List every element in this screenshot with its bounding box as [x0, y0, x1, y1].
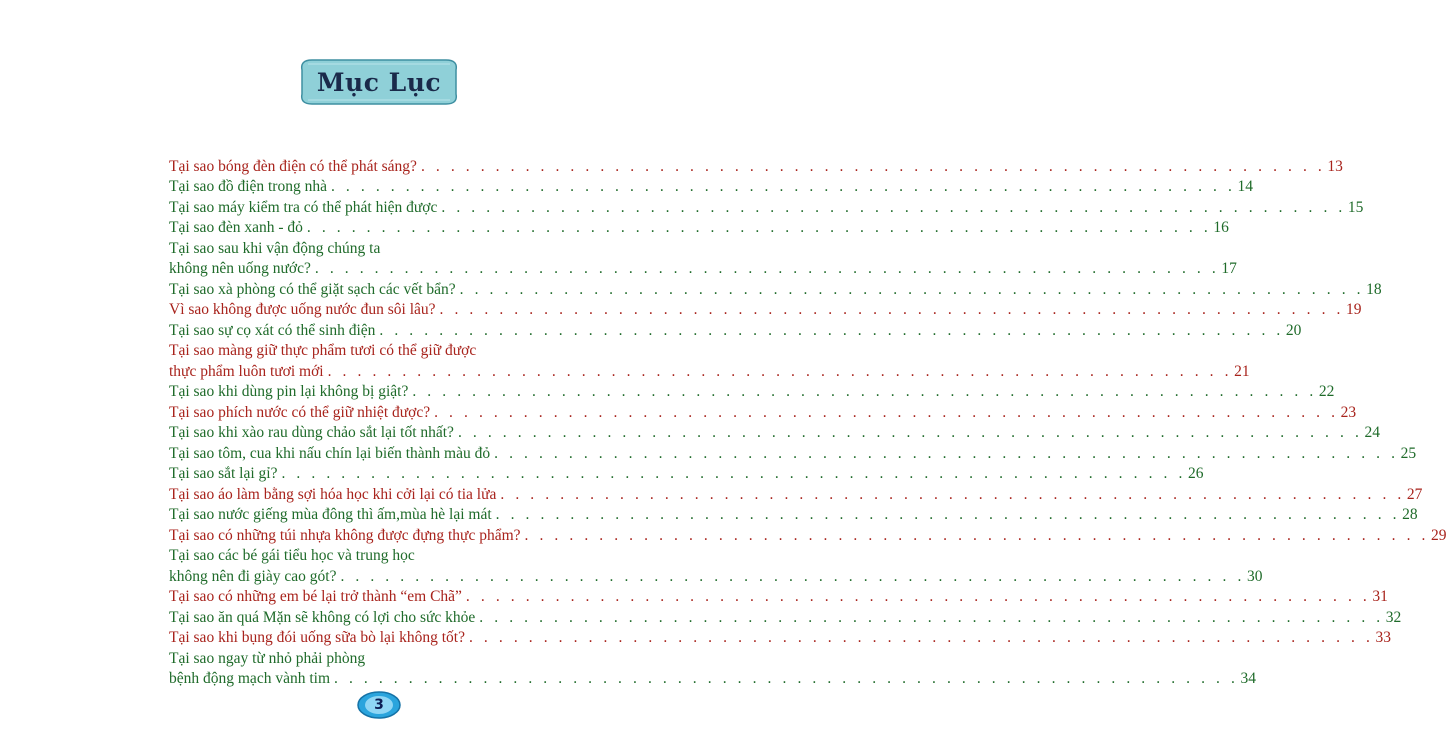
dot-leader: . . . . . . . . . . . . . . . . . . . . . . . . . . . . . . . . . . . . . . . . . . . . . . . . . . . . . . . . . . . . . [306, 219, 1212, 236]
toc-entry[interactable] [169, 484, 1423, 505]
toc-page-number: 18 [1366, 280, 1382, 298]
toc-entry-line [169, 525, 1447, 546]
toc-entry-title: không nên đi giày cao gót? [169, 567, 337, 585]
toc-entry-line [169, 587, 1388, 608]
toc-page-number: 21 [1234, 362, 1250, 380]
toc-entry-line [169, 648, 589, 669]
toc-entry-title: Tại sao ăn quá Mặn sẽ không có lợi cho sức khỏe [169, 608, 476, 626]
toc-entry-line [169, 197, 1364, 218]
toc-page-number: 14 [1237, 178, 1253, 195]
dot-leader: . . . . . . . . . . . . . . . . . . . . . . . . . . . . . . . . . . . . . . . . . . . . . . . . . . . . . . . . . . . . . [500, 485, 1405, 503]
toc-entry-title: Tại sao áo làm bằng sợi hóa học khi cởi lại có tia lửa [169, 485, 497, 503]
toc-entry-line [169, 402, 1357, 423]
page-title: Mục Lục [316, 67, 442, 97]
toc-page-number: 19 [1346, 301, 1362, 318]
dot-leader: . . . . . . . . . . . . . . . . . . . . . . . . . . . . . . . . . . . . . . . . . . . . . . . . . . . . . . . . . . . . . [340, 567, 1245, 585]
toc-entry[interactable] [169, 320, 1302, 341]
dot-leader: . . . . . . . . . . . . . . . . . . . . . . . . . . . . . . . . . . . . . . . . . . . . . . . . . . . . . . . . . . . . . [468, 629, 1374, 646]
toc-entry[interactable] [169, 525, 1447, 546]
toc-entry[interactable] [169, 546, 1263, 587]
toc-entry[interactable] [169, 402, 1357, 423]
toc-entry-line [169, 669, 1256, 690]
toc-entry[interactable] [169, 238, 1237, 279]
toc-entry[interactable] [169, 505, 1418, 526]
toc-entry-line [169, 177, 1253, 198]
toc-entry-line [169, 361, 1250, 382]
toc-entry[interactable] [169, 341, 1250, 382]
toc-entry-line [169, 279, 1382, 300]
dot-leader: . . . . . . . . . . . . . . . . . . . . . . . . . . . . . . . . . . . . . . . . . . . . . . . . . . . . . . . . . . . . . [327, 362, 1233, 380]
toc-entry[interactable] [169, 607, 1402, 628]
toc-page-number: 17 [1221, 260, 1237, 277]
toc-entry[interactable] [169, 197, 1364, 218]
dot-leader: . . . . . . . . . . . . . . . . . . . . . . . . . . . . . . . . . . . . . . . . . . . . . . . . . . . . . . . . . . . . . [434, 403, 1339, 421]
toc-entry[interactable] [169, 300, 1362, 321]
dot-leader: . . . . . . . . . . . . . . . . . . . . . . . . . . . . . . . . . . . . . . . . . . . . . . . . . . . . . . . . . . . . . [524, 526, 1430, 544]
toc-page-number: 15 [1347, 198, 1364, 216]
dot-leader: . . . . . . . . . . . . . . . . . . . . . . . . . . . . . . . . . . . . . . . . . . . . . . . . . . . . . . . . . . . . . [334, 670, 1239, 687]
toc-page-number: 25 [1400, 444, 1417, 462]
toc-entry-title: Tại sao khi bụng đói uống sữa bò lại không tốt? [169, 629, 465, 646]
dot-leader: . . . . . . . . . . . . . . . . . . . . . . . . . . . . . . . . . . . . . . . . . . . . . . . . . . . . . . . . . . . . . [495, 506, 1401, 523]
toc-entry[interactable] [169, 423, 1380, 444]
toc-entry-line [169, 218, 1229, 239]
toc-entry-title: Tại sao tôm, cua khi nấu chín lại biến thành màu đỏ [169, 444, 491, 462]
toc-entry[interactable] [169, 177, 1253, 198]
dot-leader: . . . . . . . . . . . . . . . . . . . . . . . . . . . . . . . . . . . . . . . . . . . . . . . . . . . . . . . . . . . . . [441, 198, 1346, 216]
toc-entry-line [169, 505, 1418, 526]
dot-leader: . . . . . . . . . . . . . . . . . . . . . . . . . . . . . . . . . . . . . . . . . . . . . . . . . . . . . . . . . . . . . [314, 260, 1220, 277]
toc-entry-title: Tại sao có những em bé lại trở thành “em Chã” [169, 588, 462, 605]
toc-page-number: 30 [1246, 567, 1263, 585]
toc-page-number: 33 [1375, 629, 1391, 646]
toc-entry[interactable] [169, 464, 1204, 485]
toc-page-number: 13 [1327, 157, 1343, 175]
toc-entry-title: thực phẩm luôn tươi mới [169, 362, 324, 380]
toc-entry-title: Tại sao nước giếng mùa đông thì ấm,mùa hè lại mát [169, 506, 492, 523]
dot-leader: . . . . . . . . . . . . . . . . . . . . . . . . . . . . . . . . . . . . . . . . . . . . . . . . . . . . . . . . . . . . . [459, 280, 1365, 298]
toc-entry-title: không nên uống nước? [169, 260, 311, 277]
toc-entry-line [169, 156, 1343, 177]
toc-page-number: 26 [1187, 465, 1204, 482]
toc-entry-title: Vì sao không được uống nước đun sôi lâu? [169, 301, 436, 318]
dot-leader: . . . . . . . . . . . . . . . . . . . . . . . . . . . . . . . . . . . . . . . . . . . . . . . . . . . . . . . . . . . . . [465, 588, 1371, 605]
title-banner [298, 56, 460, 108]
toc-entry[interactable] [169, 648, 1256, 689]
toc-entry-title: Tại sao ngay từ nhỏ phải phòng [169, 649, 366, 667]
dot-leader: . . . . . . . . . . . . . . . . . . . . . . . . . . . . . . . . . . . . . . . . . . . . . . . . . . . . . . . . . . . . . [457, 424, 1363, 441]
toc-page-number: 27 [1406, 485, 1423, 503]
toc-entry-title: Tại sao các bé gái tiểu học và trung học [169, 547, 415, 564]
toc-entry-title: Tại sao đèn xanh - đỏ [169, 219, 303, 236]
toc-entry-line [169, 484, 1423, 505]
toc-entry-title: Tại sao phích nước có thể giữ nhiệt được? [169, 403, 431, 421]
toc-entry-title: Tại sao bóng đèn điện có thể phát sáng? [169, 157, 417, 175]
toc-entry-line [169, 628, 1391, 649]
toc-page-number: 22 [1318, 383, 1335, 400]
toc-entry-title: Tại sao đồ điện trong nhà [169, 178, 327, 195]
toc-page-number: 29 [1431, 526, 1447, 544]
toc-entry[interactable] [169, 279, 1382, 300]
toc-entry-line [169, 566, 1263, 587]
dot-leader: . . . . . . . . . . . . . . . . . . . . . . . . . . . . . . . . . . . . . . . . . . . . . . . . . . . . . . . . . . . . . [494, 444, 1399, 462]
toc-entry[interactable] [169, 218, 1229, 239]
dot-leader: . . . . . . . . . . . . . . . . . . . . . . . . . . . . . . . . . . . . . . . . . . . . . . . . . . . . . . . . . . . . . [379, 321, 1284, 339]
toc-entry-title: Tại sao xà phòng có thể giặt sạch các vết bẩn? [169, 280, 456, 298]
dot-leader: . . . . . . . . . . . . . . . . . . . . . . . . . . . . . . . . . . . . . . . . . . . . . . . . . . . . . . . . . . . . . [439, 301, 1345, 318]
toc-entry[interactable] [169, 382, 1335, 403]
toc-entry-line [169, 382, 1335, 403]
toc-entry-title: Tại sao khi dùng pin lại không bị giật? [169, 383, 409, 400]
toc-entry-line [169, 464, 1204, 485]
toc-page-number: 16 [1213, 219, 1229, 236]
page-number: 3 [374, 697, 384, 713]
dot-leader: . . . . . . . . . . . . . . . . . . . . . . . . . . . . . . . . . . . . . . . . . . . . . . . . . . . . . . . . . . . . . [412, 383, 1317, 400]
toc-entry-line [169, 607, 1402, 628]
toc-entry[interactable] [169, 628, 1391, 649]
toc-entry-line [169, 546, 589, 567]
toc-entry-line [169, 443, 1417, 464]
toc-entry-line [169, 423, 1380, 444]
toc-page-number: 31 [1372, 588, 1388, 605]
toc-entry-title: Tại sao sắt lại gỉ? [169, 465, 278, 482]
toc-entry-line [169, 320, 1302, 341]
page-number-badge [356, 690, 402, 720]
dot-leader: . . . . . . . . . . . . . . . . . . . . . . . . . . . . . . . . . . . . . . . . . . . . . . . . . . . . . . . . . . . . . [479, 608, 1384, 626]
toc-entry-line [169, 341, 589, 362]
dot-leader: . . . . . . . . . . . . . . . . . . . . . . . . . . . . . . . . . . . . . . . . . . . . . . . . . . . . . . . . . . . . . [420, 157, 1326, 175]
toc-entry-line [169, 238, 589, 259]
toc-entry-title: Tại sao màng giữ thực phẩm tươi có thể giữ được [169, 342, 477, 359]
toc-entry[interactable] [169, 443, 1417, 464]
toc-entry-title: bệnh động mạch vành tim [169, 670, 330, 687]
toc-page-number: 24 [1364, 424, 1380, 441]
toc-entry-title: Tại sao khi xào rau dùng chảo sắt lại tốt nhất? [169, 424, 454, 441]
toc-entry[interactable] [169, 587, 1388, 608]
dot-leader: . . . . . . . . . . . . . . . . . . . . . . . . . . . . . . . . . . . . . . . . . . . . . . . . . . . . . . . . . . . . . [330, 178, 1236, 195]
toc-page-number: 34 [1240, 670, 1256, 687]
toc-entry-line [169, 259, 1237, 280]
toc-entry-title: Tại sao sau khi vận động chúng ta [169, 239, 381, 257]
dot-leader: . . . . . . . . . . . . . . . . . . . . . . . . . . . . . . . . . . . . . . . . . . . . . . . . . . . . . . . . . . . . . [281, 465, 1186, 482]
toc-page-number: 23 [1340, 403, 1357, 421]
toc-page-number: 28 [1402, 506, 1418, 523]
table-of-contents [169, 156, 1447, 689]
toc-entry-line [169, 300, 1362, 321]
toc-entry-title: Tại sao máy kiểm tra có thể phát hiện được [169, 198, 438, 216]
toc-page-number: 32 [1385, 608, 1402, 626]
toc-entry-title: Tại sao có những túi nhựa không được đựng thực phẩm? [169, 526, 521, 544]
toc-entry[interactable] [169, 156, 1343, 177]
toc-entry-title: Tại sao sự cọ xát có thể sinh điện [169, 321, 376, 339]
toc-page-number: 20 [1285, 321, 1302, 339]
